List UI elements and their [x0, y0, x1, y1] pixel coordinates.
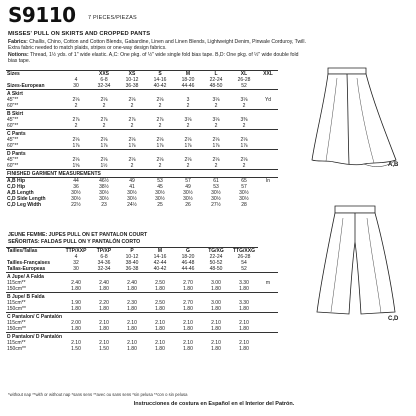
fabric-width: 60"** — [7, 163, 19, 169]
view-label: A Jupe/ A Falda — [6, 273, 278, 281]
measurement-value: 30½ — [183, 190, 193, 196]
size-value: 32 — [73, 260, 79, 266]
measurement-value: 61 — [202, 178, 230, 185]
finished-measurements-label: FINISHED GARMENT MEASUREMENTS — [6, 170, 278, 178]
european-size: 32-34 — [97, 83, 111, 89]
yardage-value: 2⅞ — [100, 117, 108, 123]
table-row — [6, 90, 278, 98]
yardage-value: 1⅞ — [212, 143, 220, 149]
fabric-width: 150cm** — [7, 286, 26, 292]
measurement-value: 30½ — [71, 196, 81, 202]
yardage-value: 1.80 — [183, 326, 193, 332]
yardage-value: 2 — [130, 163, 134, 169]
yardage-value: 1.50 — [99, 346, 109, 352]
garment-title: MISSES' PULL ON SKIRTS AND CROPPED PANTS — [8, 31, 151, 37]
skirt-illustration — [304, 64, 409, 174]
fabric-width: 115cm** — [7, 300, 26, 306]
size-value: TP/XP — [90, 248, 118, 255]
yardage-value: 2 — [186, 123, 190, 129]
size-value: 34-36 — [97, 260, 111, 266]
yardage-value: 2.10 — [211, 340, 221, 346]
european-size: 44-46 — [181, 83, 195, 89]
yardage-value: 2⅛ — [240, 157, 248, 163]
yardage-value: 2.70 — [183, 300, 193, 306]
yardage-value: 2⅛ — [156, 137, 164, 143]
yardage-value: 1.80 — [211, 326, 221, 332]
fabrics-label: Fabrics: — [8, 39, 28, 45]
yardage-value: 2⅛ — [212, 157, 220, 163]
figure-label-cd: C,D — [388, 316, 399, 322]
measurement-value: 53 — [146, 178, 174, 185]
fabric-width: 150cm** — [7, 326, 26, 332]
yardage-value: 1⅞ — [72, 143, 80, 149]
measurement-value: 57 — [174, 178, 202, 185]
size-value: 32-34 — [97, 266, 111, 272]
measurement-value: 36 — [73, 184, 79, 190]
fabric-width: 45"** — [7, 117, 19, 123]
table-row — [6, 293, 278, 301]
size-value: 22-24 — [209, 254, 223, 260]
measurement-value: 24½ — [127, 202, 137, 208]
size-value: TTP/XXP — [62, 248, 90, 255]
header — [4, 4, 412, 26]
fabric-width: 45"** — [7, 137, 19, 143]
yardage-value: 1.80 — [99, 286, 109, 292]
yardage-value: 2 — [214, 163, 218, 169]
yardage-value: 1.80 — [127, 286, 137, 292]
size-row-label: Tailles/Tallas — [6, 248, 62, 255]
fabric-width: 45"** — [7, 157, 19, 163]
spanish-instructions-note: Instrucciones de costura en Español en el Interior del Patrón. — [133, 401, 295, 407]
us-size: 26-28 — [237, 77, 251, 83]
yardage-value: 2 — [242, 163, 246, 169]
size-value: 38-40 — [125, 260, 139, 266]
metric-yardage-table — [6, 247, 278, 352]
skirt-a-shape — [312, 68, 396, 165]
yardage-value: 2.10 — [155, 320, 165, 326]
yardage-value: 2⅛ — [72, 97, 80, 103]
measurement-label: C,D Leg Width — [7, 202, 42, 208]
yardage-value: 2 — [74, 103, 78, 109]
fabric-width: 60"** — [7, 103, 19, 109]
fabric-width: 150cm** — [7, 306, 26, 312]
yardage-value: 1.80 — [155, 306, 165, 312]
measurement-label: A,B Length — [7, 190, 34, 196]
measurement-label: C,D Side Length — [7, 196, 46, 202]
measurement-value: 30½ — [239, 196, 249, 202]
measurement-value: 65 — [230, 178, 258, 185]
measurement-value: 44 — [62, 178, 90, 185]
yardage-value: 1⅞ — [128, 143, 136, 149]
yardage-value: 2.10 — [183, 340, 193, 346]
piece-count: 7 PIECES/PIEZAS — [88, 15, 137, 21]
size-value: 10-12 — [125, 254, 139, 260]
measurement-value: 49 — [185, 184, 191, 190]
yardage-value: 1.80 — [71, 306, 81, 312]
size-value: 6-8 — [100, 254, 108, 260]
yardage-value: 2⅛ — [212, 137, 220, 143]
yardage-value: 2⅛ — [156, 157, 164, 163]
size-value: P — [118, 248, 146, 255]
view-label: B Jupe/ B Falda — [6, 293, 278, 301]
measurement-value: 41 — [129, 184, 135, 190]
size-value: 46-48 — [181, 260, 195, 266]
yardage-value: 1.80 — [127, 346, 137, 352]
measurement-value: 46½ — [90, 178, 118, 185]
fabric-width: 115cm** — [7, 320, 26, 326]
european-size: 52 — [241, 83, 247, 89]
yardage-value: 3⅛ — [212, 97, 220, 103]
yardage-value: 3⅛ — [212, 117, 220, 123]
view-label: B Skirt — [6, 110, 278, 118]
measurement-value: 30½ — [127, 196, 137, 202]
pants-illustration — [309, 202, 409, 322]
unit-label: In — [258, 178, 278, 185]
fabric-width: 45"** — [7, 97, 19, 103]
measurement-label: A,B Hip — [6, 178, 62, 185]
yardage-value: 3⅜ — [240, 117, 248, 123]
yardage-value: 2⅛ — [100, 97, 108, 103]
european-size: 48-50 — [209, 83, 223, 89]
measurement-value: 30½ — [211, 190, 221, 196]
yardage-value: 1.80 — [211, 306, 221, 312]
yardage-value: 1.80 — [183, 306, 193, 312]
us-size: 14-16 — [153, 77, 167, 83]
unit-label — [258, 346, 278, 352]
measurement-value: 30½ — [183, 196, 193, 202]
size-value: 26-28 — [237, 254, 251, 260]
size-header: XS — [118, 71, 146, 78]
yardage-value: 1.80 — [155, 346, 165, 352]
size-value: M — [146, 248, 174, 255]
yardage-value: 3⅛ — [184, 117, 192, 123]
table-row — [6, 110, 278, 118]
notions-text: Thread, 1½ yds. of 1" wide elastic. A,C: One pkg. of ½" wide single fold bias tape. B,D: One pkg. of ½" wide double fold bias tape. — [8, 51, 299, 64]
yardage-value: 1⅞ — [156, 143, 164, 149]
fabric-width: 115cm** — [7, 340, 26, 346]
yardage-value: 2⅛ — [184, 157, 192, 163]
unit-label: Yd — [264, 97, 272, 103]
yardage-value: 2 — [214, 123, 218, 129]
table-row — [6, 333, 278, 341]
yardage-value: 2.30 — [127, 300, 137, 306]
yardage-value: 2⅛ — [128, 137, 136, 143]
yardage-value: 1.80 — [239, 326, 249, 332]
yardage-value: 1.80 — [211, 286, 221, 292]
yardage-value: 2.10 — [239, 320, 249, 326]
measurement-value: 49 — [118, 178, 146, 185]
fabric-width: 60"** — [7, 123, 19, 129]
measurement-value: 30½ — [211, 196, 221, 202]
yardage-value: 2 — [158, 123, 162, 129]
yardage-value: 1.50 — [71, 346, 81, 352]
yardage-value: 1.80 — [183, 286, 193, 292]
size-value: 30 — [73, 266, 79, 272]
yardage-value: 1.80 — [239, 306, 249, 312]
yardage-value: 2 — [242, 123, 246, 129]
fabric-width: 115cm** — [7, 280, 26, 286]
size-value: 4 — [74, 254, 78, 260]
measurement-value: 30½ — [239, 190, 249, 196]
table-row — [6, 346, 278, 352]
yardage-value: 2 — [130, 103, 134, 109]
table-row — [6, 130, 278, 138]
yardage-value: 2.70 — [183, 280, 193, 286]
size-value: TG/XG — [202, 248, 230, 255]
yardage-value: 2 — [186, 103, 190, 109]
size-value: 40-42 — [153, 266, 167, 272]
size-value: 54 — [241, 260, 247, 266]
figure-label-ab: A,B — [388, 162, 399, 168]
yardage-table — [6, 70, 278, 208]
yardage-value: 1.80 — [239, 346, 249, 352]
yardage-value: 3.30 — [239, 280, 249, 286]
yardage-value: 2⅞ — [156, 117, 164, 123]
size-value: 42-44 — [153, 260, 167, 266]
yardage-value: 3 — [186, 97, 190, 103]
yardage-value: 3.30 — [239, 300, 249, 306]
yardage-value: 1.80 — [127, 326, 137, 332]
table-row — [6, 273, 278, 281]
view-label: D Pantalon/ D Pantalón — [6, 333, 278, 341]
size-value: 36-38 — [125, 266, 139, 272]
size-header: S — [146, 71, 174, 78]
measurement-value: 57 — [241, 184, 247, 190]
yardage-value: 1.80 — [99, 326, 109, 332]
table-row — [6, 170, 278, 178]
pants-shape — [317, 206, 395, 314]
measurement-value: 26 — [185, 202, 191, 208]
table-row — [6, 202, 278, 208]
size-header: XL — [230, 71, 258, 78]
yardage-value: 1⅞ — [100, 143, 108, 149]
yardage-value: 2.40 — [99, 280, 109, 286]
yardage-value: 2 — [214, 103, 218, 109]
pattern-number: S9110 — [8, 3, 76, 27]
us-size: 22-24 — [209, 77, 223, 83]
yardage-value: 2.50 — [155, 280, 165, 286]
fabrics-text: Challis, Chino, Cotton and Cotton Blends, Gabardine, Linen and Linen Blends, Lightweight Denim, Pinwale Corduroy, Twill. Extra fabric needed to match plaids, stripes or one-way design fabrics. — [8, 39, 306, 52]
european-size: 30 — [73, 83, 79, 89]
measurement-value: 23 — [101, 202, 107, 208]
size-header: L — [202, 71, 230, 78]
yardage-value: 1.80 — [239, 286, 249, 292]
yardage-value: 2.10 — [155, 340, 165, 346]
size-value: 18-20 — [181, 254, 195, 260]
measurement-value: 25 — [157, 202, 163, 208]
yardage-value: 2.50 — [155, 300, 165, 306]
yardage-value: 2.10 — [239, 340, 249, 346]
yardage-value: 2.40 — [71, 280, 81, 286]
measurement-value: 30½ — [99, 196, 109, 202]
us-size: 6-8 — [100, 77, 108, 83]
yardage-value: 2 — [74, 123, 78, 129]
measurement-value: 30½ — [71, 190, 81, 196]
size-value: 44-46 — [181, 266, 195, 272]
yardage-value: 2⅞ — [72, 117, 80, 123]
yardage-value: 1.80 — [71, 326, 81, 332]
table-row — [6, 150, 278, 158]
yardage-value: 2 — [102, 103, 106, 109]
fabric-width: 60"** — [7, 143, 19, 149]
yardage-value: 3.00 — [211, 300, 221, 306]
yardage-value: 3⅛ — [240, 97, 248, 103]
measurement-value: 28 — [241, 202, 247, 208]
yardage-value: 2⅛ — [72, 137, 80, 143]
measurement-value: 22½ — [71, 202, 81, 208]
yardage-value: 2 — [186, 163, 190, 169]
yardage-value: 1.80 — [127, 306, 137, 312]
size-value: 50-52 — [209, 260, 223, 266]
yardage-value: 1⅞ — [184, 143, 192, 149]
yardage-value: 2.10 — [71, 340, 81, 346]
fabric-width: 150cm** — [7, 346, 26, 352]
yardage-value: 2⅛ — [240, 137, 248, 143]
yardage-value: 2⅛ — [184, 137, 192, 143]
european-size: 36-38 — [125, 83, 139, 89]
yardage-value: 1.80 — [71, 286, 81, 292]
size-value: G — [174, 248, 202, 255]
yardage-value: 2.10 — [99, 340, 109, 346]
fabric-notions-description — [8, 39, 308, 64]
yardage-value: 1⅞ — [240, 143, 248, 149]
yardage-value: 2.00 — [71, 320, 81, 326]
yardage-value: 2 — [102, 123, 106, 129]
yardage-value: 2.10 — [127, 340, 137, 346]
size-value: TTG/XXG — [230, 248, 258, 255]
yardage-value: 2 — [130, 123, 134, 129]
measurement-value: 30½ — [127, 190, 137, 196]
size-row-label: Tallas-Europeas — [7, 266, 46, 272]
size-header: M — [174, 71, 202, 78]
yardage-value: 2⅞ — [128, 117, 136, 123]
yardage-value: 1.80 — [99, 306, 109, 312]
yardage-value: 2⅛ — [72, 157, 80, 163]
yardage-value: 2⅛ — [100, 157, 108, 163]
size-header: XXS — [90, 71, 118, 78]
spanish-title-2: SEÑORITAS: FALDAS PULL ON Y PANTALÓN CORTO — [8, 239, 141, 245]
size-value: 14-16 — [153, 254, 167, 260]
yardage-value: 2.10 — [99, 320, 109, 326]
us-size: 10-12 — [125, 77, 139, 83]
yardage-value: 2 — [158, 103, 162, 109]
measurement-value: 45 — [157, 184, 163, 190]
yardage-value: 2.10 — [183, 320, 193, 326]
yardage-value: 1.80 — [211, 346, 221, 352]
view-label: C Pantalon/ C Pantalón — [6, 313, 278, 321]
measurement-value: 30½ — [155, 196, 165, 202]
yardage-value: 1.80 — [155, 286, 165, 292]
measurement-value: 30½ — [99, 190, 109, 196]
yardage-value: 1.80 — [155, 326, 165, 332]
spanish-title-1: JEUNE FEMME: JUPES PULL ON ET PANTALON COURT — [8, 232, 148, 238]
yardage-value: 1⅝ — [72, 163, 80, 169]
table-row — [6, 313, 278, 321]
size-value: 52 — [241, 266, 247, 272]
yardage-value: 1.90 — [71, 300, 81, 306]
yardage-value: 2⅛ — [100, 137, 108, 143]
yardage-value: 1½ — [100, 163, 108, 169]
measurement-label: C,D Hip — [7, 184, 26, 190]
view-label: D Pants — [6, 150, 278, 158]
yardage-value: 1.80 — [183, 346, 193, 352]
yardage-value: 2⅛ — [128, 97, 136, 103]
yardage-value: 2.10 — [211, 320, 221, 326]
unit-label: m — [265, 280, 271, 286]
yardage-value: 2⅛ — [128, 157, 136, 163]
european-size: 40-42 — [153, 83, 167, 89]
pattern-back-page — [4, 4, 412, 412]
yardage-value: 2.20 — [99, 300, 109, 306]
view-label: C Pants — [6, 130, 278, 138]
view-label: A Skirt — [6, 90, 278, 98]
us-size: 18-20 — [181, 77, 195, 83]
yardage-value: 2.10 — [127, 320, 137, 326]
us-size: 4 — [74, 77, 78, 83]
unit-label — [258, 202, 278, 208]
measurement-value: 30½ — [155, 190, 165, 196]
size-header: XXL — [258, 71, 278, 78]
measurement-value: 38½ — [99, 184, 109, 190]
yardage-value: 2⅛ — [156, 97, 164, 103]
european-label: Sizes-European — [7, 83, 45, 89]
nap-footnote: *without nap **with or without nap *sans sens **avec ou sans sens *sin pelusa **con o sin pelusa — [8, 392, 188, 397]
size-row-label: Tailles-Françaises — [7, 260, 50, 266]
yardage-value: 2 — [242, 103, 246, 109]
measurement-value: 27½ — [211, 202, 221, 208]
yardage-value: 3.00 — [211, 280, 221, 286]
size-row-label: Sizes — [6, 71, 62, 78]
yardage-value: 2.40 — [127, 280, 137, 286]
notions-label: Notions: — [8, 51, 29, 58]
size-value: 48-50 — [209, 266, 223, 272]
yardage-value: 2 — [158, 163, 162, 169]
measurement-value: 53 — [213, 184, 219, 190]
